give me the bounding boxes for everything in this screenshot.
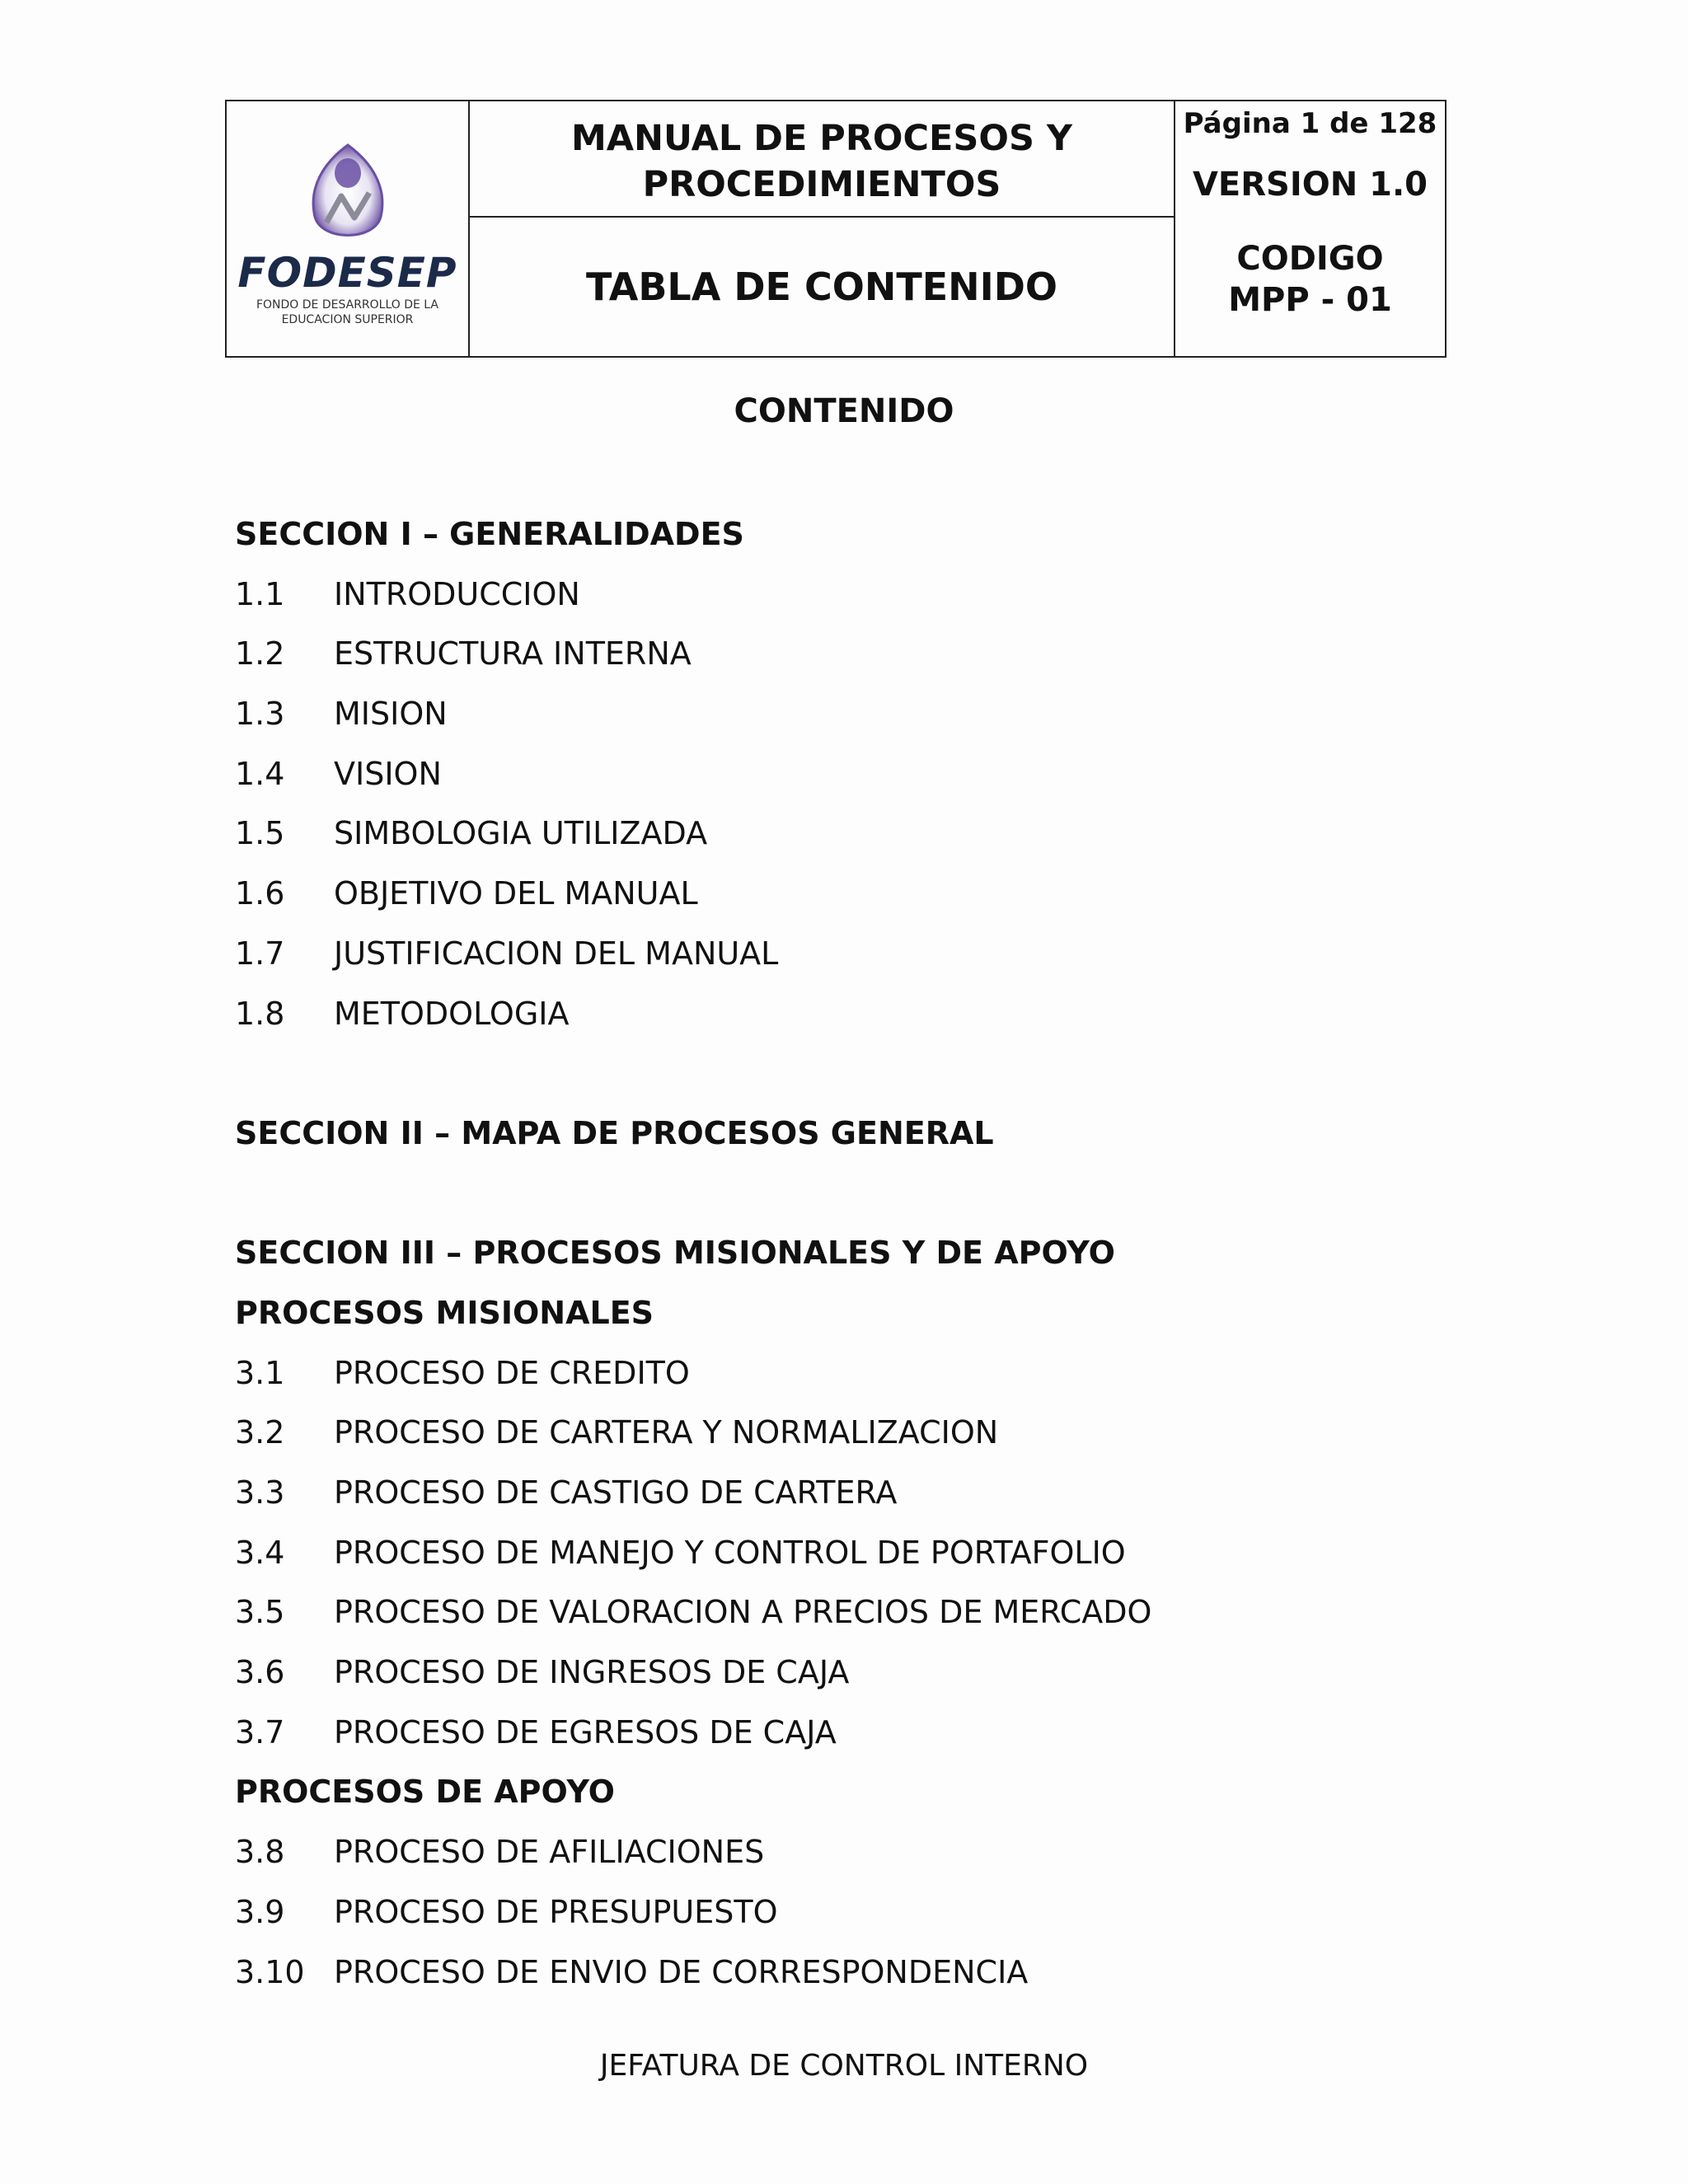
- code-label: CODIGO: [1236, 240, 1384, 278]
- toc-item[interactable]: [235, 984, 1471, 1044]
- toc-item-number: 1.7: [235, 935, 285, 972]
- page-number: Página 1 de 128: [1183, 107, 1437, 140]
- toc-item-label: PROCESO DE VALORACION A PRECIOS DE MERCADO: [334, 1594, 1152, 1631]
- toc-item-label: PROCESO DE CARTERA Y NORMALIZACION: [334, 1414, 999, 1451]
- toc-item-label: OBJETIVO DEL MANUAL: [334, 875, 698, 912]
- subsection-heading[interactable]: PROCESOS DE APOYO: [235, 1774, 615, 1811]
- toc-item-number: 1.8: [235, 995, 285, 1032]
- toc-item[interactable]: [235, 1703, 1471, 1763]
- toc-item[interactable]: [235, 1403, 1471, 1463]
- toc-item-number: 1.1: [235, 575, 285, 612]
- toc-item-label: ESTRUCTURA INTERNA: [334, 635, 692, 673]
- toc-item[interactable]: [235, 1822, 1471, 1882]
- toc-item-label: METODOLOGIA: [334, 995, 570, 1032]
- toc-item-label: PROCESO DE INGRESOS DE CAJA: [334, 1654, 850, 1691]
- manual-title: [470, 101, 1175, 218]
- toc-item-number: 3.2: [235, 1414, 285, 1451]
- document-subtitle: TABLA DE CONTENIDO: [470, 218, 1175, 356]
- toc-item-number: 3.7: [235, 1713, 285, 1750]
- toc-item-number: 3.6: [235, 1654, 285, 1691]
- toc-item-number: 1.2: [235, 635, 285, 673]
- fodesep-logo-icon: [290, 138, 406, 254]
- toc-item[interactable]: [235, 1463, 1471, 1523]
- toc-item[interactable]: [235, 565, 1471, 625]
- logo-subtitle-line1: FONDO DE DESARROLLO DE LA: [256, 298, 439, 312]
- code-block: [1228, 238, 1392, 321]
- section1-items: [235, 565, 1471, 1044]
- logo-subtitle-line2: EDUCACION SUPERIOR: [281, 312, 414, 326]
- contents-title: CONTENIDO: [734, 392, 954, 430]
- section-heading[interactable]: SECCION III – PROCESOS MISIONALES Y DE APOYO: [235, 1235, 1115, 1272]
- apoyo-items: [235, 1822, 1471, 2002]
- toc-item[interactable]: [235, 1643, 1471, 1703]
- toc-item-label: PROCESO DE CREDITO: [334, 1354, 690, 1391]
- toc-item[interactable]: [235, 1943, 1471, 2003]
- toc-item[interactable]: [235, 924, 1471, 984]
- toc-item-number: 3.9: [235, 1893, 285, 1930]
- toc-item-number: 3.1: [235, 1354, 285, 1391]
- toc-item-label: SIMBOLOGIA UTILIZADA: [334, 815, 708, 852]
- toc-item-label: MISION: [334, 696, 448, 733]
- logo-cell: [227, 101, 470, 356]
- toc-item-number: 3.10: [235, 1953, 305, 1990]
- toc-item-number: 3.4: [235, 1534, 285, 1571]
- toc-item-number: 1.6: [235, 875, 285, 912]
- code-value: MPP - 01: [1228, 281, 1392, 319]
- section-heading[interactable]: SECCION I – GENERALIDADES: [235, 516, 744, 552]
- toc-item-label: PROCESO DE CASTIGO DE CARTERA: [334, 1474, 898, 1511]
- toc-item-label: PROCESO DE AFILIACIONES: [334, 1834, 765, 1871]
- toc-item-number: 1.3: [235, 696, 285, 733]
- table-of-contents: [235, 504, 1471, 2002]
- toc-item[interactable]: [235, 684, 1471, 744]
- toc-item[interactable]: [235, 744, 1471, 804]
- toc-item-number: 3.8: [235, 1834, 285, 1871]
- footer-text: JEFATURA DE CONTROL INTERNO: [599, 2049, 1089, 2083]
- misionales-items: [235, 1343, 1471, 1763]
- toc-item-number: 3.5: [235, 1594, 285, 1631]
- toc-item-label: PROCESO DE PRESUPUESTO: [334, 1893, 778, 1930]
- toc-item-number: 3.3: [235, 1474, 285, 1511]
- toc-item-label: PROCESO DE ENVIO DE CORRESPONDENCIA: [334, 1953, 1029, 1990]
- toc-item[interactable]: [235, 864, 1471, 924]
- toc-item-label: PROCESO DE MANEJO Y CONTROL DE PORTAFOLIO: [334, 1534, 1126, 1571]
- version-label: VERSION 1.0: [1192, 166, 1428, 204]
- toc-item[interactable]: [235, 1582, 1471, 1643]
- toc-item[interactable]: [235, 624, 1471, 684]
- logo-brand: FODESEP: [237, 248, 457, 297]
- toc-item[interactable]: [235, 1343, 1471, 1404]
- manual-title-line1: MANUAL DE PROCESOS Y: [570, 117, 1073, 159]
- toc-item-label: VISION: [334, 755, 442, 792]
- manual-title-line2: PROCEDIMIENTOS: [642, 163, 1001, 205]
- toc-item[interactable]: [235, 1523, 1471, 1583]
- toc-item-label: INTRODUCCION: [334, 575, 580, 612]
- subsection-heading[interactable]: PROCESOS MISIONALES: [235, 1294, 654, 1331]
- toc-item[interactable]: [235, 804, 1471, 864]
- document-header-table: [225, 100, 1447, 358]
- toc-item-label: JUSTIFICACION DEL MANUAL: [334, 935, 779, 972]
- document-meta: [1175, 101, 1445, 356]
- toc-item-number: 1.4: [235, 755, 285, 792]
- section-heading[interactable]: SECCION II – MAPA DE PROCESOS GENERAL: [235, 1114, 994, 1151]
- toc-item-number: 1.5: [235, 815, 285, 852]
- toc-item[interactable]: [235, 1882, 1471, 1943]
- toc-item-label: PROCESO DE EGRESOS DE CAJA: [334, 1713, 837, 1750]
